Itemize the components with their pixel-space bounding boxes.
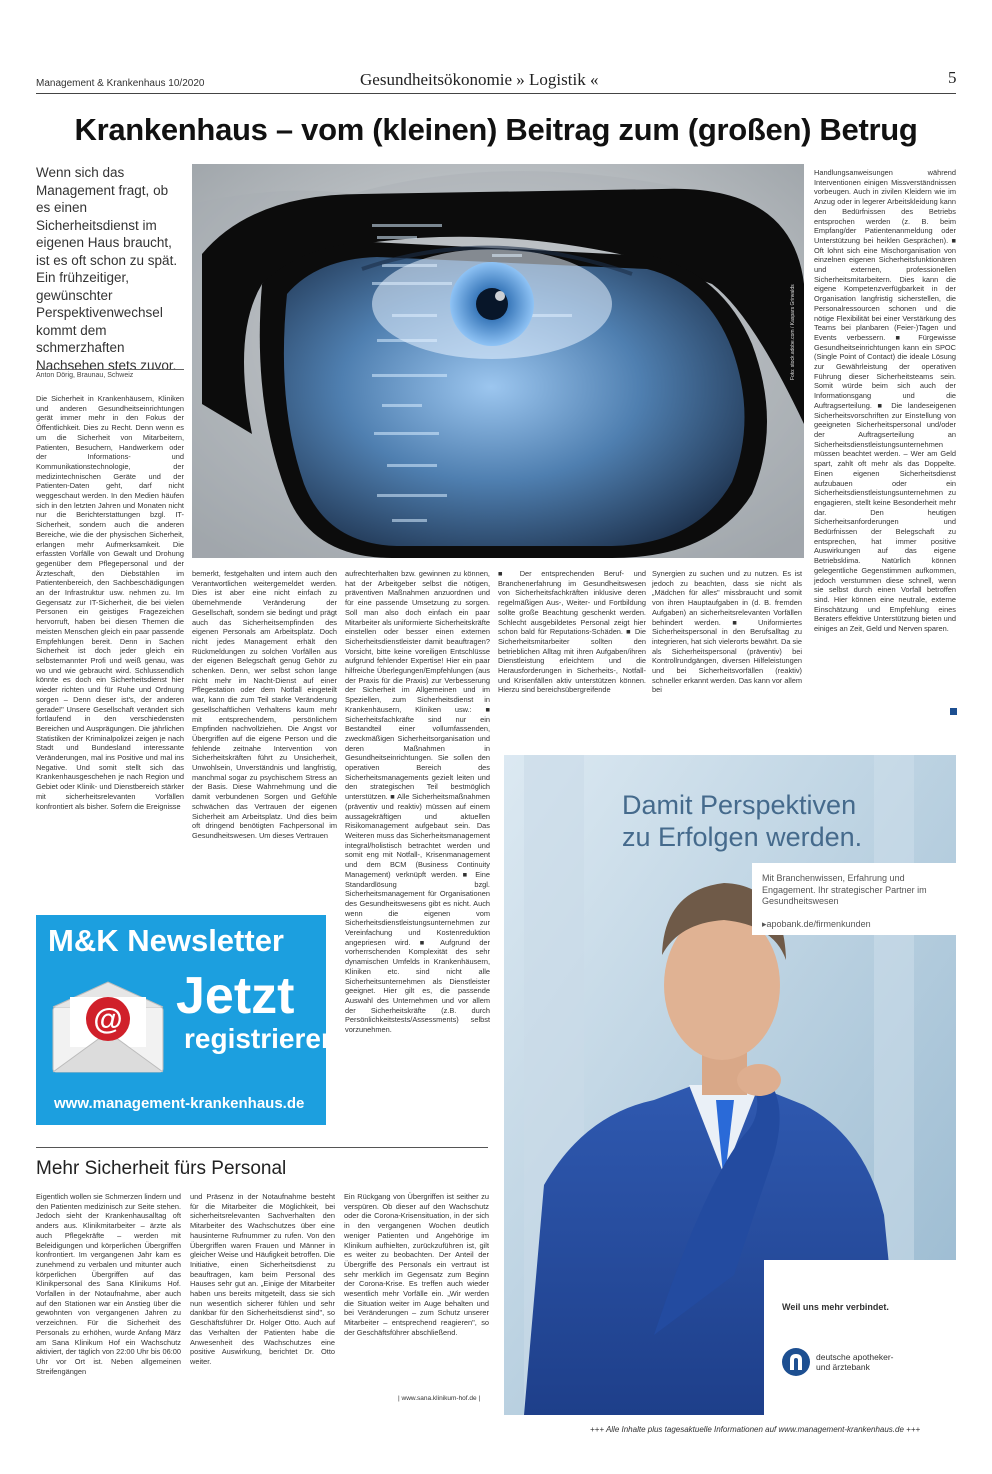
ad-headline-line1: Damit Perspektiven <box>622 790 857 820</box>
article-column-1: Die Sicherheit in Krankenhäusern, Kliniken und anderen Gesundheitseinrichtungen gerät immer mehr in den Fokus der Öffentlichkeit. Dies zu Recht. Denn wenn es um die Sicherheit von Mitarbeitern, Patienten, Besuchern, Handwerkern oder der Informations- und Kommunikationstechnologie, der medizintechnischen Geräte und der Patienten-Daten geht, darf nicht weggeschaut werden. In den Medien häufen sich in den letzten Jahren und Monaten nicht nur die Berichterstattungen bzgl. IT-Sicherheit, sondern auch die anderen Bereiche, wie die der physischen Sicherheit, erlangen mehr Aufmerksamkeit. Die erfassten Vorfälle von Gewalt und Drohung gegenüber dem Pflegepersonal und der Ärzteschaft, den Diebstählen im Patientenbereich, den Sachbeschädigungen an der Infrastruktur usw. nehmen zu. Im Gegensatz zur IT-Sicherheit, die bei vielen Personen ein geistiges Fragezeichen hervorruft, haben bei diesen Themen die meisten Menschen gleich ein paar passende Empfehlungen bereit. Denn in Sachen Sicherheit ist doch jeder gleich ein selbsternannter Profi und weiß genau, was wo und wie gebraucht wird. Schlussendlich könnte es doch ein Sicherheitsdienst hier wieder richten und für Ruhe und Ordnung sorgen – Denn dieser ist's, der anderen gerade!" Unsere Gesellschaft verändert sich fortlaufend in den verschiedensten Bereichen und Ausprägungen. Die jährlichen Statistiken der Kriminalpolizei zeigen je nach Stadt und Bundesland interessante Veränderungen, mal ins Positive und mal ins Negative. Und somit stellt sich das Krankenhausgeschehen je nach Region und Gebiet oder Klinik- und Dienstbereich stärker mit sicherheitsrelevanten Vorfällen konfrontiert als bisher. Sofern die Ereignisse <box>36 394 184 811</box>
newsletter-cta-registrieren: registrieren! <box>184 1023 348 1054</box>
photo-credit: Foto: stock.adobe.com / Kaspars Grinvalds <box>790 284 796 380</box>
ad-text-box <box>752 863 956 935</box>
ad-link[interactable]: ▸apobank.de/firmenkunden <box>762 919 871 929</box>
sidebar-column-3: Ein Rückgang von Übergriffen ist seither zu verspüren. Ob dieser auf den Wachschutz oder die Corona-Krisensituation, in der sich in den vergangenen Wochen deutlich weniger Patienten und Angehörige im Klinikum aufhielten, zurückzuführen ist, gilt es weiter zu beobachten. Der Anteil der Übergriffe des Personals ein vertraut ist sehr merklich im Gegensatz zum Beginn der Corona-Krise. Es treffen auch wieder wesentlich mehr Vorfälle ein. „Wir werden die Situation weiter im Auge behalten und bei Veränderungen – zum Schutz unserer Mitarbeiter – entsprechend reagieren", so der Geschäftsführer abschließend. <box>344 1192 489 1337</box>
ad-headline <box>622 789 862 853</box>
page-number: 5 <box>948 68 957 87</box>
apobank-logo-icon <box>782 1348 810 1376</box>
page-footer <box>590 1425 920 1434</box>
header-rule <box>36 93 956 94</box>
apobank-advertisement[interactable] <box>504 755 956 1415</box>
article-end-marker <box>950 708 957 715</box>
footer-suffix: +++ <box>906 1425 921 1434</box>
article-lead: Wenn sich das Management fragt, ob es einen Sicherheitsdienst im eigenen Haus braucht, ist es oft schon zu spät. Ein frühzeitiger, gewünschter Perspektivenwechsel kommt dem schmerzhaften Nachsehen stets zuvor. <box>36 165 178 373</box>
article-column-6: Handlungsanweisungen während Interventionen einigen Missverständnissen vorbeugen. Auch in zivilen Kleidern wie im Anzug oder in legerer Arbeitskleidung kann den Bedürfnissen des Betriebs entsprochen werden (z. B. beim Empfang/der Patientenanmeldung oder Unterstützung bei heiklen Gesprächen). ■ Oft lohnt sich eine Mischorganisation von einzelnen eigenen Sicherheitsfunktionären und externen, professionellen Sicherheitsmitarbeitern. Dies kann die eigene Kompetenzverfügbarkeit in der Organisation langfristig sicherstellen, die Personalressourcen schonen und die nötige Flexibilität bei einer Verstärkung des Teams bei planbaren (Feier-)Tagen und Events verbessern. ■ Fürgewisse Gesundheitseinrichtungen kann ein SPOC (Single Point of Contact) die ideale Lösung zur Gewährleistung der operativen Führung dieser Sicherheitsteams sein. Somit würde beim sich auch der Informationsgang und die Auftragserteilung. ■ Die landeseigenen Sicherheitsvorschriften zur Einstellung von geeigneten Sicherheitspersonal und/oder der Auftragserteilung an Sicherheitsdienstleistungsunternehmen müssen beachtet werden. – Wer am Geld spart, zahlt oft mehr als das Doppelte. Einen eigenen Sicherheitsdienst aufzubauen oder ein Sicherheitsdienstleistungsunternehmen zu engagieren, stellt keine Besonderheit mehr dar. Den heutigen Sicherheitsanforderungen und Bedürfnissen der Belegschaft zu entsprechen, hat immer positive Auswirkungen auf das eigene Betriebsklima. Natürlich können gelegentliche Gegenstimmen aufkommen, jedoch verstummen diese schnell, wenn sie selbst durch einen Vorfall betroffen sind. Hier können eine neutrale, externe Einschätzung und Empfehlung eines Beraters effektive Unterstützung bieten und einiges an Zeit, Geld und Nerven sparen. <box>814 168 957 634</box>
sidebar-column-2: und Präsenz in der Notaufnahme besteht für die Mitarbeiter die Möglichkeit, bei sicherheitsrelevanten Sachverhalten den Mitarbeiter des Wachschutzes über eine hausinterne Rufnummer zu rufen. Von den Übergriffen waren Frauen und Männer in gleicher Weise und Häufigkeit betroffen. Die Initiative, einen Sicherheitsdienst zu beauftragen, kam beim Personal des Hauses sehr gut an. „Einige der Mitarbeiter haben uns bereits mitgeteilt, dass sie sich nun wesentlich sicherer fühlen und sehr dankbar für den Sicherheitsdienst sind", so Geschäftsführer Dr. Holger Otto. Auch auf das Verhalten der Patienten habe die Anwesenheit des Wachschutzes eine positive Auswirkung, berichtet Dr. Otto weiter. <box>190 1192 335 1366</box>
ad-headline-line2: zu Erfolgen werden. <box>622 822 863 852</box>
ad-bank-name-line2: und ärztebank <box>816 1362 870 1372</box>
article-column-2: bemerkt, festgehalten und intern auch den Verantwortlichen weitergemeldet werden. Dies ist aber eine nicht einfach zu übernehmende Veränderung der Gesellschaft, sondern sie bedingt und prägt auch das Sicherheitsempfinden des eigenen Personals am Arbeitsplatz. Doch nicht jedes Management erhält den Rückmeldungen zu solchen Vorfällen aus der eigenen Belegschaft genug Gehör zu schenken. Denn, wer selbst schon lange nicht mehr im Nacht-Dienst auf einer Pflegestation oder dem Notfall eingeteilt war, kann die zum Teil starke Veränderung gesellschaftlichen Verhaltens kaum mehr mit entsprechendem, persönlichem Empfinden nachvollziehen. Die Angst vor Übergriffen auf die eigene Person und die fehlende zeitnahe Intervention von Sicherheitskräften führt zu Unsicherheit, Unwohlsein, Unverständnis und langfristig, manchmal sogar zu psychischem Stress an der Basis. Diese Wahrnehmung und die damit verbundenen Sorgen und Gefühle schwächen das Vertrauen der eigenen Sicherheit am Arbeitsplatz. Und dies beim oft dringend benötigten Fachpersonal im Gesundheitswesen. Um dieses Vertrauen <box>192 569 337 840</box>
article-column-3: aufrechterhalten bzw. gewinnen zu können, hat der Arbeitgeber selbst die nötigen, präventiven Maßnahmen anzuordnen und für eine passende Umsetzung zu sorgen. Soll man also doch einfach ein paar Mitarbeiter als uniformierte Sicherheitskräfte einstellen oder besser einen externen Sicherheitsdienstleister damit beauftragen? Vorsicht, bitte keine voreiligen Entschlüsse aufgrund fehlender Expertise! Hier ein paar hilfreiche Überlegungen/Empfehlungen (aus der Praxis für die Praxis) zur Verbesserung der Sicherheit im Allgemeinen und im Speziellen, zum Sicherheitsdienst in Krankenhäusern, Kliniken usw.: ■ Sicherheitsfachkräfte sind nur ein Bestandteil einer vollumfassenden, zweckmäßigen Sicherheitsorganisation und deren Maßnahmen in Gesundheitseinrichtungen. Sie sollen den operativen Bereich des Sicherheitsmanagements gezielt leiten und den strategischen Teil bestmöglich unterstützen. ■ Alle Sicherheitsmaßnahmen (präventiv und reaktiv) müssen auf einem aussagekräftigen und aktuellen Risikomanagement aufgebaut sein. Das Weiteren muss das Sicherheitsmanagement integral/holistisch betrachtet werden und somit eng mit Notfall-, Krisenmanagement und dem BCM (Business Continuity Management) verknüpft werden. ■ Eine Standardlösung bzgl. Sicherheitsmanagement für Organisationen des Gesundheitswesens gibt es nicht. Auch wenn die eigenen vom Sicherheitsdienstleistungsunternehmen zur Vereinfachung und Kostenreduktion angepriesen wird. ■ Aufgrund der vorherrschenden Komplexität des sehr dynamischen Umfelds in Krankenhäusern, Kliniken etc. sind nicht alle Sicherheitsunternehmen als Dienstleister geeignet. Hier gilt es, die passende Auswahl des Unternehmen und vor allem der Sicherheitskräfte (z.B. durch Persönlichkeitstests/Assessments) selbst vorzunehmen. <box>345 569 490 1035</box>
publication-info: Management & Krankenhaus 10/2020 <box>36 78 205 89</box>
hero-image-eye-glasses <box>192 164 804 558</box>
email-envelope-icon <box>48 977 168 1077</box>
article-headline: Krankenhaus – vom (kleinen) Beitrag zum (großen) Betrug <box>74 112 918 147</box>
ad-bank-name <box>816 1352 894 1372</box>
ad-subtext: Mit Branchenwissen, Erfahrung und Engagement. Ihr strategischer Partner im Gesundheitswesen <box>762 873 927 906</box>
article-column-5: Synergien zu suchen und zu nutzen. Es ist jedoch zu beachten, dass sie nicht als „Mädchen für alles" missbraucht und somit von ihren Hauptaufgaben in (d. B. fremden Aufgaben) an sicherheitsrelevanten Vorfällen behindert werden. ■ Uniformiertes Sicherheitspersonal in den Berufsalltag zu integrieren, hat sich vielerorts bewährt. Da sie als Sicherheitspersonal (präventiv) bei Kontrollrundgängen, diversen Hilfeleistungen und bei Sicherheitsvorfällen (reaktiv) schneller erkannt werden. Das kann vor allem bei <box>652 569 802 695</box>
sidebar-rule <box>36 1147 488 1148</box>
ad-brand-box <box>764 1260 956 1415</box>
ad-tagline: Weil uns mehr verbindet. <box>782 1302 889 1312</box>
svg-text:@: @ <box>93 1003 123 1036</box>
newsletter-cta-jetzt: Jetzt <box>176 967 295 1025</box>
newsletter-banner[interactable] <box>36 915 348 1125</box>
newsletter-link[interactable]: www.management-krankenhaus.de <box>54 1095 305 1112</box>
newsletter-title: M&K Newsletter <box>48 923 284 958</box>
ad-bank-name-line1: deutsche apotheker- <box>816 1352 894 1362</box>
article-author: Anton Dörig, Braunau, Schweiz <box>36 369 184 379</box>
sidebar-source-link[interactable]: | www.sana.klinikum-hof.de | <box>398 1395 481 1402</box>
sidebar-article-title: Mehr Sicherheit fürs Personal <box>36 1158 287 1179</box>
footer-prefix: +++ Alle Inhalte plus tagesaktuelle Informationen auf <box>590 1425 777 1434</box>
sidebar-column-1: Eigentlich wollen sie Schmerzen lindern und den Patienten medizinisch zur Seite stehen. Jedoch sieht der Krankenhausalltag oft anders aus. Klinikmitarbeiter – ärzte als auch Pflegekräfte – werden mit Beleidigungen und körperlichen Übergriffen konfrontiert. Im vergangenen Jahr kam es zunehmend zu verbalen und mitunter auch körperlichen Übergriffen auf das Klinikpersonal des Sana Klinikums Hof. Vorfallen in der Notaufnahme, aber auch auf den Stationen war ein Anstieg über die gewohnten von vergangenen Jahren zu verzeichnen. Für die Sicherheit des Personals zu erhöhen, wurde Anfang März am Sana Klinikum Hof ein Wachschutz aktiviert, der täglich von 22:00 Uhr bis 06:00 Uhr vor Ort ist. Neben allgemeinen Streifengängen <box>36 1192 181 1376</box>
article-column-4: ■ Der entsprechenden Beruf- und Branchenerfahrung im Gesundheitswesen von Sicherheitsfachkräften inklusive deren regelmäßigen Aus-, Weiter- und Fortbildung sollte große Beachtung geschenkt werden. Schlecht ausgebildetes Personal zeigt hier schon bald für Reputations-Schäden. ■ Die Sicherheitsmitarbeiter sollten den betrieblichen Alltag mit ihren Aufgaben/ihren Dienstleistung erleichtern und die Herausforderungen in Sicherheits-, Notfall- und Krisenfällen aktiv unterstützen können. Hierzu sind bereichsübergreifende <box>498 569 646 695</box>
section-title: Gesundheitsökonomie » Logistik « <box>360 70 599 89</box>
footer-website-link[interactable]: www.management-krankenhaus.de <box>778 1425 904 1434</box>
